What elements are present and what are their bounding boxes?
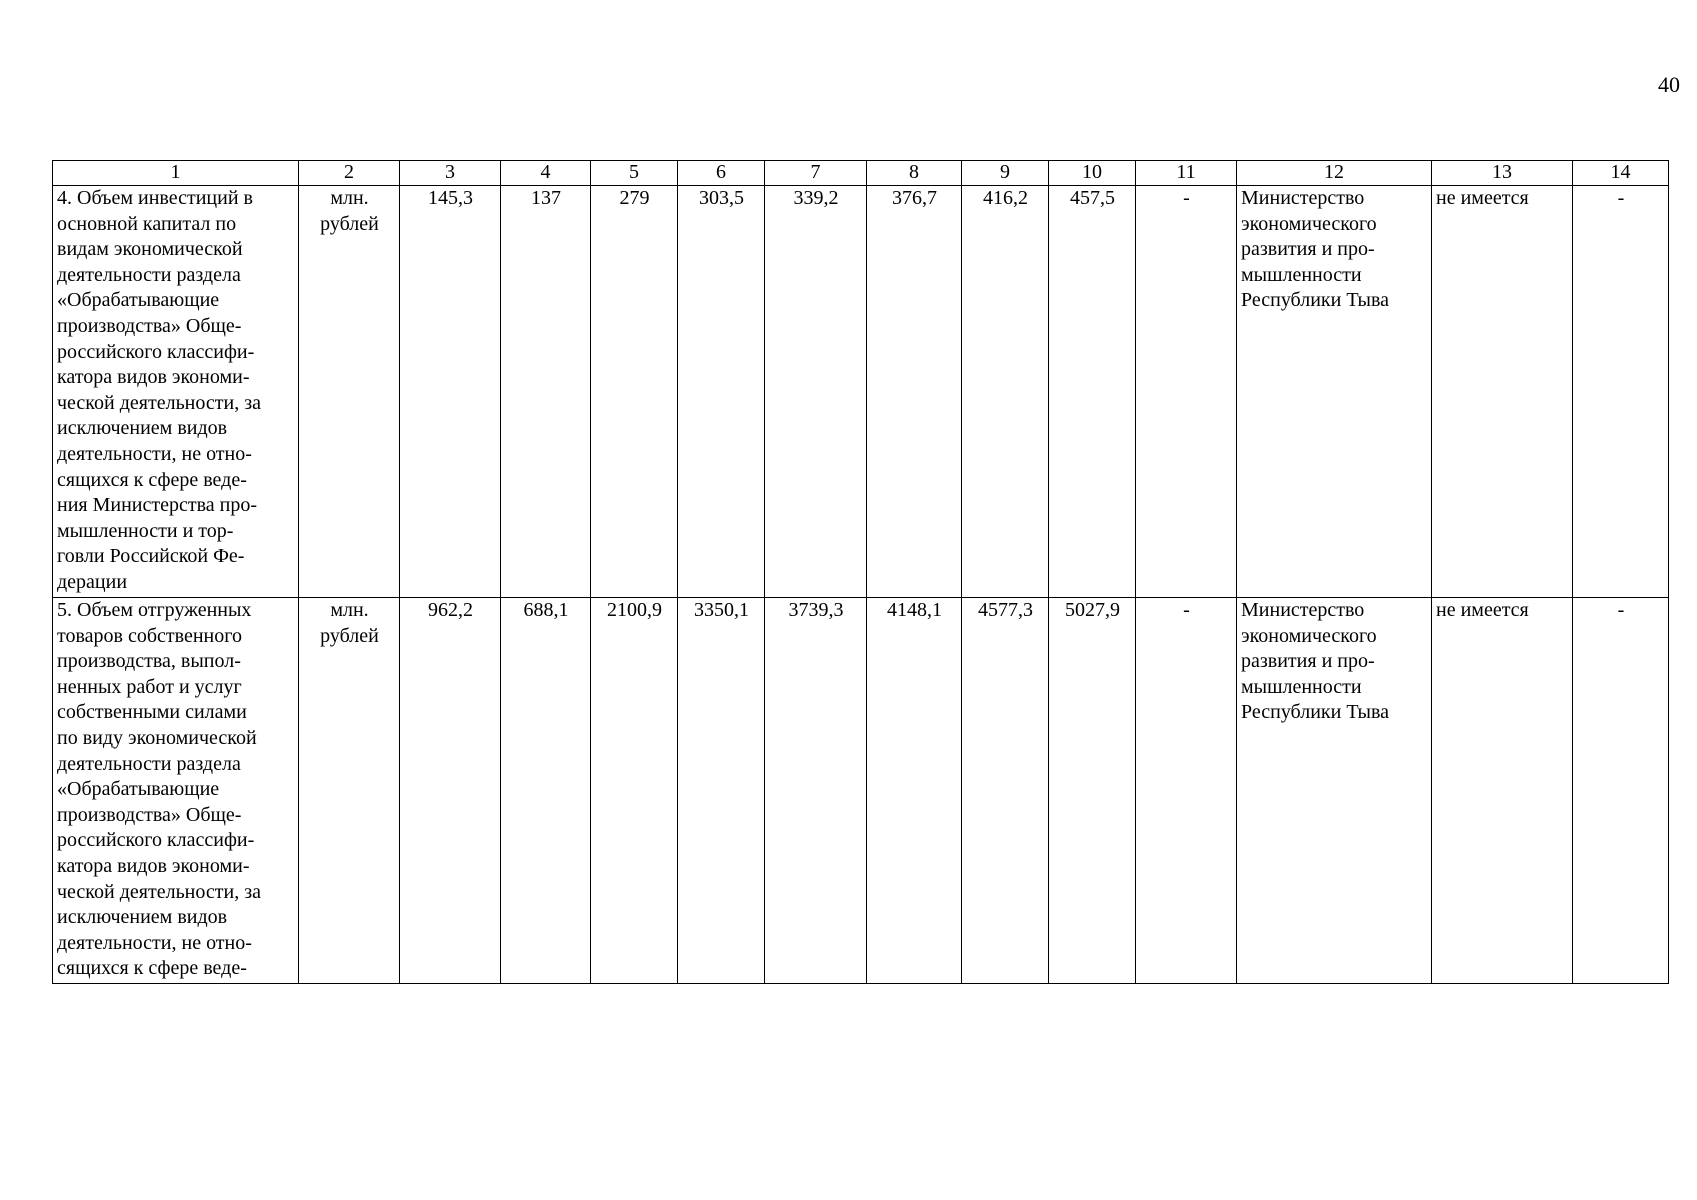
page-number: 40 — [1658, 72, 1680, 97]
column-header: 12 — [1237, 161, 1432, 186]
table-row — [53, 186, 1669, 598]
column-header: 7 — [765, 161, 867, 186]
column-header: 4 — [501, 161, 591, 186]
col14-cell: - — [1573, 598, 1669, 984]
column-header: 11 — [1136, 161, 1237, 186]
value-cell: 5027,9 — [1049, 598, 1136, 984]
value-cell: 3350,1 — [678, 598, 765, 984]
value-cell: 457,5 — [1049, 186, 1136, 598]
unit-cell: млн. рублей — [299, 186, 400, 598]
column-header: 5 — [591, 161, 678, 186]
value-cell: 137 — [501, 186, 591, 598]
value-cell: 4577,3 — [962, 598, 1049, 984]
agency-cell: Министерство экономического развития и про- мышленности Республики Тыва — [1237, 598, 1432, 984]
indicator-name: 4. Объем инвестиций в основной капитал по видам экономической деятельности раздела «Обрабатывающие производства» Обще- российского классифи- катора видов экономи- ческой деятельности, за исключением видов деятельности, не отно- сящихся к сфере веде- ния Министерства про- мышленности и тор- говли Российской Фе- дерации — [53, 186, 299, 598]
table-row — [53, 598, 1669, 984]
col14-cell: - — [1573, 186, 1669, 598]
indicators-table — [52, 160, 1669, 984]
col11-cell: - — [1136, 186, 1237, 598]
column-header: 10 — [1049, 161, 1136, 186]
value-cell: 303,5 — [678, 186, 765, 598]
col13-cell: не имеется — [1432, 186, 1573, 598]
column-header: 1 — [53, 161, 299, 186]
value-cell: 4148,1 — [867, 598, 962, 984]
indicator-name: 5. Объем отгруженных товаров собственного производства, выпол- ненных работ и услуг собственными силами по виду экономической деятельности раздела «Обрабатывающие производства» Обще- российского классифи- катора видов экономи- ческой деятельности, за исключением видов деятельности, не отно- сящихся к сфере веде- — [53, 598, 299, 984]
agency-cell: Министерство экономического развития и про- мышленности Республики Тыва — [1237, 186, 1432, 598]
value-cell: 2100,9 — [591, 598, 678, 984]
column-header: 13 — [1432, 161, 1573, 186]
value-cell: 145,3 — [400, 186, 501, 598]
column-header: 9 — [962, 161, 1049, 186]
col11-cell: - — [1136, 598, 1237, 984]
value-cell: 416,2 — [962, 186, 1049, 598]
value-cell: 279 — [591, 186, 678, 598]
value-cell: 339,2 — [765, 186, 867, 598]
value-cell: 688,1 — [501, 598, 591, 984]
column-header: 8 — [867, 161, 962, 186]
value-cell: 962,2 — [400, 598, 501, 984]
column-header: 6 — [678, 161, 765, 186]
unit-cell: млн. рублей — [299, 598, 400, 984]
column-number-header-row — [53, 161, 1669, 186]
col13-cell: не имеется — [1432, 598, 1573, 984]
column-header: 3 — [400, 161, 501, 186]
value-cell: 376,7 — [867, 186, 962, 598]
column-header: 2 — [299, 161, 400, 186]
column-header: 14 — [1573, 161, 1669, 186]
value-cell: 3739,3 — [765, 598, 867, 984]
